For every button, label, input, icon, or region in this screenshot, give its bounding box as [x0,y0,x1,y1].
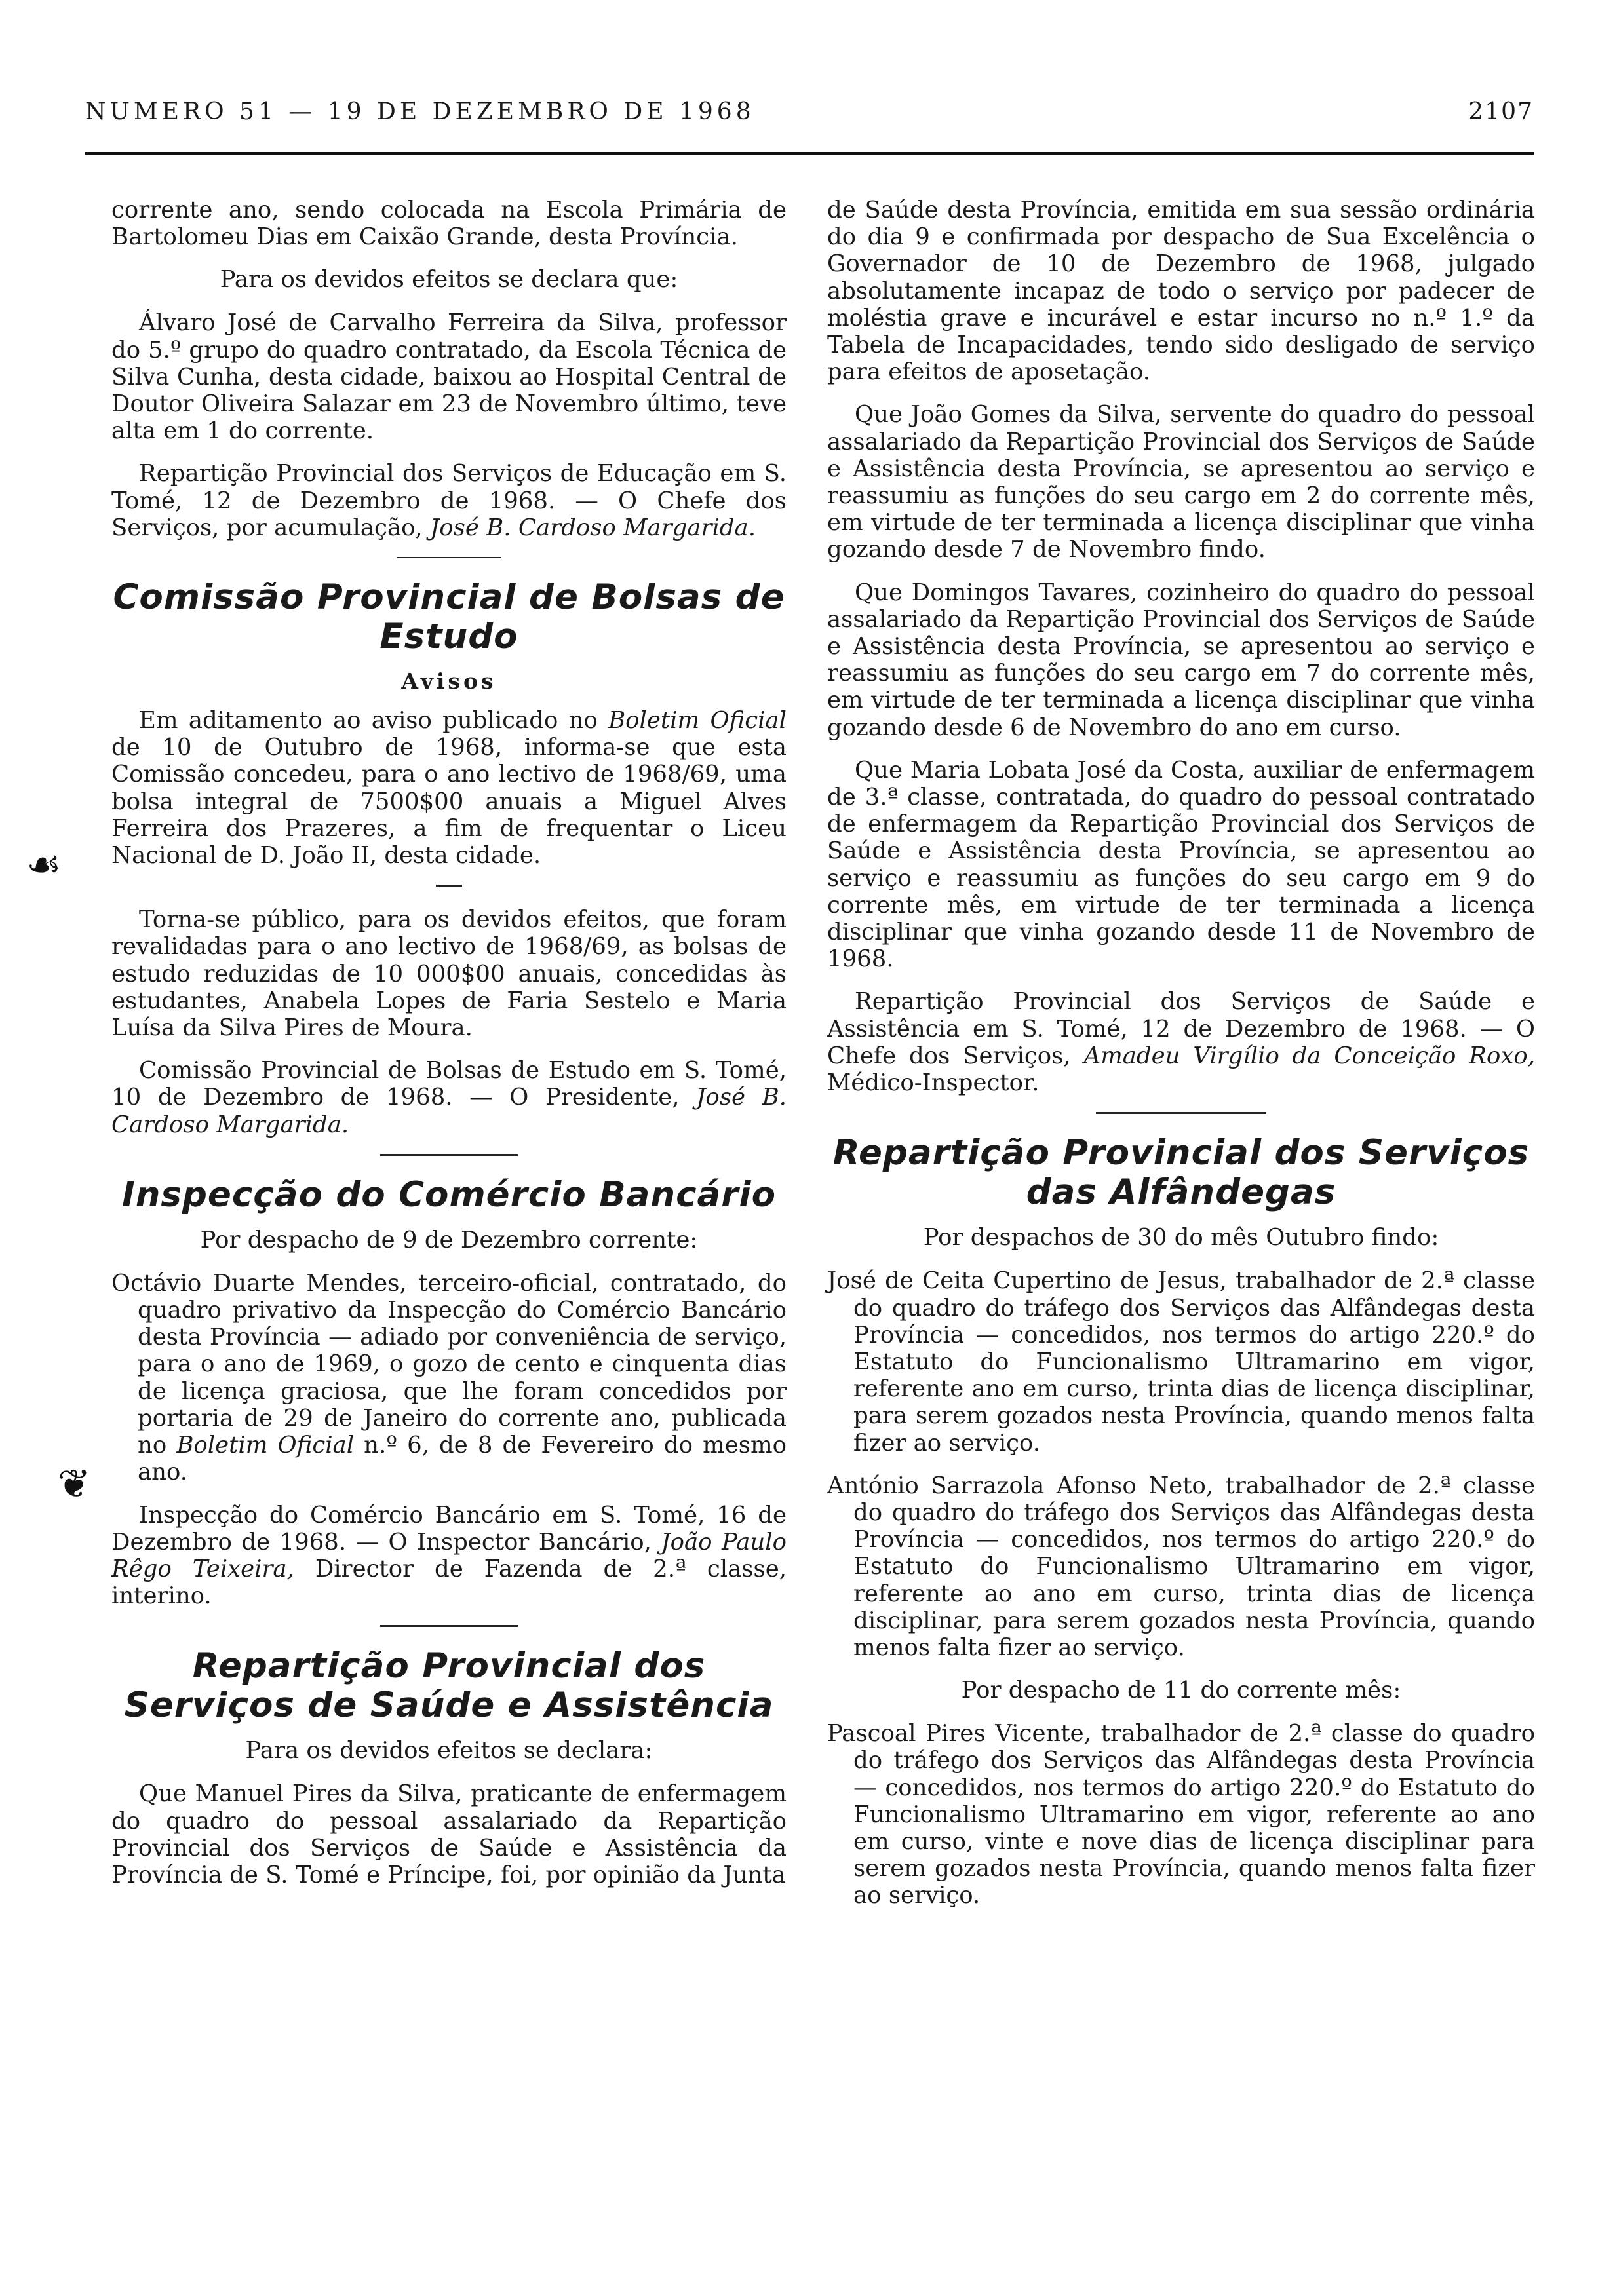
paragraph: Torna-se público, para os devidos efeitos, que foram revalidadas para o ano lectivo de 1968/69, as bolsas de estudo reduzidas de 10 000$00 anuais, concedidas às estudantes, Anabela Lopes de Faria Sestelo e Maria Luísa da Silva Pires de Moura. [111,906,787,1042]
section-divider [397,557,501,558]
paragraph [111,707,787,869]
signature: José B. Cardoso Margarida. [111,1084,787,1138]
text: Director de Fazenda de 2.ª classe, interino. [111,1555,787,1610]
section-title: Repartição Provincial dos Serviços das Alfândegas [832,1133,1530,1213]
signature: José B. Cardoso Margarida. [430,514,756,541]
paragraph: Que Manuel Pires da Silva, praticante de enfermagem do quadro do pessoal assalariado da Repartição Provincial dos Serviços de Saúde e Assistência da Província de S. Tomé e Príncipe, foi, por opinião da Junta [111,1780,787,1888]
publication-name: Boletim Oficial [176,1432,355,1459]
text: Repartição Provincial dos Serviços de Saúde e Assistência em S. Tomé, 12 de Dezembro de 1968. — O Chefe dos Serviços, [827,988,1535,1069]
text: Médico-Inspector. [827,1069,1040,1097]
paragraph: Por despachos de 30 do mês Outubro findo: [923,1224,1439,1252]
signature: Amadeu Virgílio da Conceição Roxo, [1083,1042,1535,1069]
divider [436,885,462,887]
signature-paragraph [827,988,1535,1096]
text: Comissão Provincial de Bolsas de Estudo em S. Tomé, 10 de Dezembro de 1968. — O Presidente, [111,1057,787,1111]
paragraph: José de Ceita Cupertino de Jesus, trabalhador de 2.ª classe do quadro do tráfego dos Serviços das Alfândegas desta Província — concedidos, nos termos do artigo 220.º do Estatuto do Funcionalismo Ultramarino em vigor, referente ano em curso, trinta dias de licença disciplinar, para serem gozados nesta Província, quando menos falta fizer ao serviço. [827,1267,1535,1457]
paragraph: Que Domingos Tavares, cozinheiro do quadro do pessoal assalariado da Repartição Provincial dos Serviços de Saúde e Assistência desta Província, se apresentou ao serviço e reassumiu as funções do seu cargo em 7 do corrente mês, em virtude de ter terminada a licença disciplinar que vinha gozando desde 6 de Novembro do ano em curso. [827,579,1535,741]
paragraph: de Saúde desta Província, emitida em sua sessão ordinária do dia 9 e confirmada por despacho de Sua Excelência o Governador de 10 de Dezembro de 1968, julgado absolutamente incapaz de todo o serviço por padecer de moléstia grave e incurável e estar incurso no n.º 1.º da Tabela de Incapacidades, tendo sido desligado de serviço para efeitos de aposetação. [827,197,1535,386]
paragraph: Álvaro José de Carvalho Ferreira da Silva, professor do 5.º grupo do quadro contratado, da Escola Técnica de Silva Cunha, desta cidade, baixou ao Hospital Central de Doutor Oliveira Salazar em 23 de Novembro último, teve alta em 1 do corrente. [111,309,787,445]
text: Octávio Duarte Mendes, terceiro-oficial, contratado, do quadro privativo da Inspecção do Comércio Bancário desta Província — adiado por conveniência de serviço, para o ano de 1969, o gozo de cento e cinquenta dias de licença graciosa, que lhe foram concedidos por portaria de 29 de Janeiro do corrente ano, publicada no [111,1269,787,1459]
paragraph: Por despacho de 9 de Dezembro corrente: [200,1226,698,1253]
header-rule [85,152,1534,155]
section-subtitle: Avisos [401,668,497,695]
margin-mark-icon: ☙ [26,842,62,888]
paragraph: corrente ano, sendo colocada na Escola Primária de Bartolomeu Dias em Caixão Grande, desta Província. [111,197,787,251]
paragraph: Que João Gomes da Silva, servente do quadro do pessoal assalariado da Repartição Provincial dos Serviços de Saúde e Assistência desta Província, se apresentou ao serviço e reassumiu as funções do seu cargo em 2 do corrente mês, em virtude de ter terminada a licença disciplinar que vinha gozando desde 7 de Novembro findo. [827,401,1535,564]
signature-paragraph [111,460,787,541]
paragraph: Pascoal Pires Vicente, trabalhador de 2.ª classe do quadro do tráfego dos Serviços das Alfândegas desta Província — concedidos, nos termos do artigo 220.º do Estatuto do Funcionalismo Ultramarino em vigor, referente ao ano em curso, vinte e nove dias de licença disciplinar para serem gozados nesta Província, quando menos falta fizer ao serviço. [827,1720,1535,1909]
paragraph: Para os devidos efeitos se declara: [245,1737,653,1765]
paragraph: António Sarrazola Afonso Neto, trabalhador de 2.ª classe do quadro do tráfego dos Serviços das Alfândegas desta Província — concedidos, nos termos do artigo 220.º do Estatuto do Funcionalismo Ultramarino em vigor, referente ao ano em curso, trinta dias de licença disciplinar, para serem gozados nesta Província, quando menos falta fizer ao serviço. [827,1472,1535,1661]
text: Repartição Provincial dos Serviços de Educação em S. Tomé, 12 de Dezembro de 1968. — O Chefe dos Serviços, por acumulação, [111,460,787,541]
paragraph [111,1270,787,1486]
signature-paragraph [111,1502,787,1610]
text: Em aditamento ao aviso publicado no [139,707,598,735]
page-number: 2107 [1468,98,1534,125]
paragraph: Para os devidos efeitos se declara que: [220,266,678,294]
paragraph: Por despacho de 11 do corrente mês: [961,1677,1401,1704]
section-divider [1096,1112,1266,1114]
section-title: Inspecção do Comércio Bancário [121,1174,776,1215]
left-column [111,197,787,1904]
text: Inspecção do Comércio Bancário em S. Tomé, 16 de Dezembro de 1968. — O Inspector Bancário, [111,1501,787,1556]
section-title: Repartição Provincial dos Serviços de Saúde e Assistência [124,1646,774,1726]
signature: João Paulo Rêgo Teixeira, [111,1528,787,1582]
section-title: Comissão Provincial de Bolsas de Estudo [113,577,785,657]
section-divider [380,1154,518,1156]
section-divider [380,1625,518,1627]
issue-line: NUMERO 51 — 19 DE DEZEMBRO DE 1968 [85,98,755,125]
paragraph: Que Maria Lobata José da Costa, auxiliar de enfermagem de 3.ª classe, contratada, do quadro do pessoal contratado de enfermagem da Repartição Provincial dos Serviços de Saúde e Assistência desta Província, se apresentou ao serviço e reassumiu as funções do seu cargo em 9 do corrente mês, em virtude de ter terminada a licença disciplinar que vinha gozando desde 11 de Novembro de 1968. [827,756,1535,973]
publication-name: Boletim Oficial [608,707,787,735]
margin-mark-icon: ❦ [58,1461,91,1507]
signature-paragraph [111,1057,787,1138]
right-column [827,197,1535,1925]
text: n.º 6, de 8 de Fevereiro do mesmo ano. [138,1432,787,1486]
text: de 10 de Outubro de 1968, informa-se que esta Comissão concedeu, para o ano lectivo de 1968/69, uma bolsa integral de 7500$00 anuais a Miguel Alves Ferreira dos Prazeres, a fim de frequentar o Liceu Nacional de D. João II, desta cidade. [111,734,787,870]
running-header [85,98,1534,138]
